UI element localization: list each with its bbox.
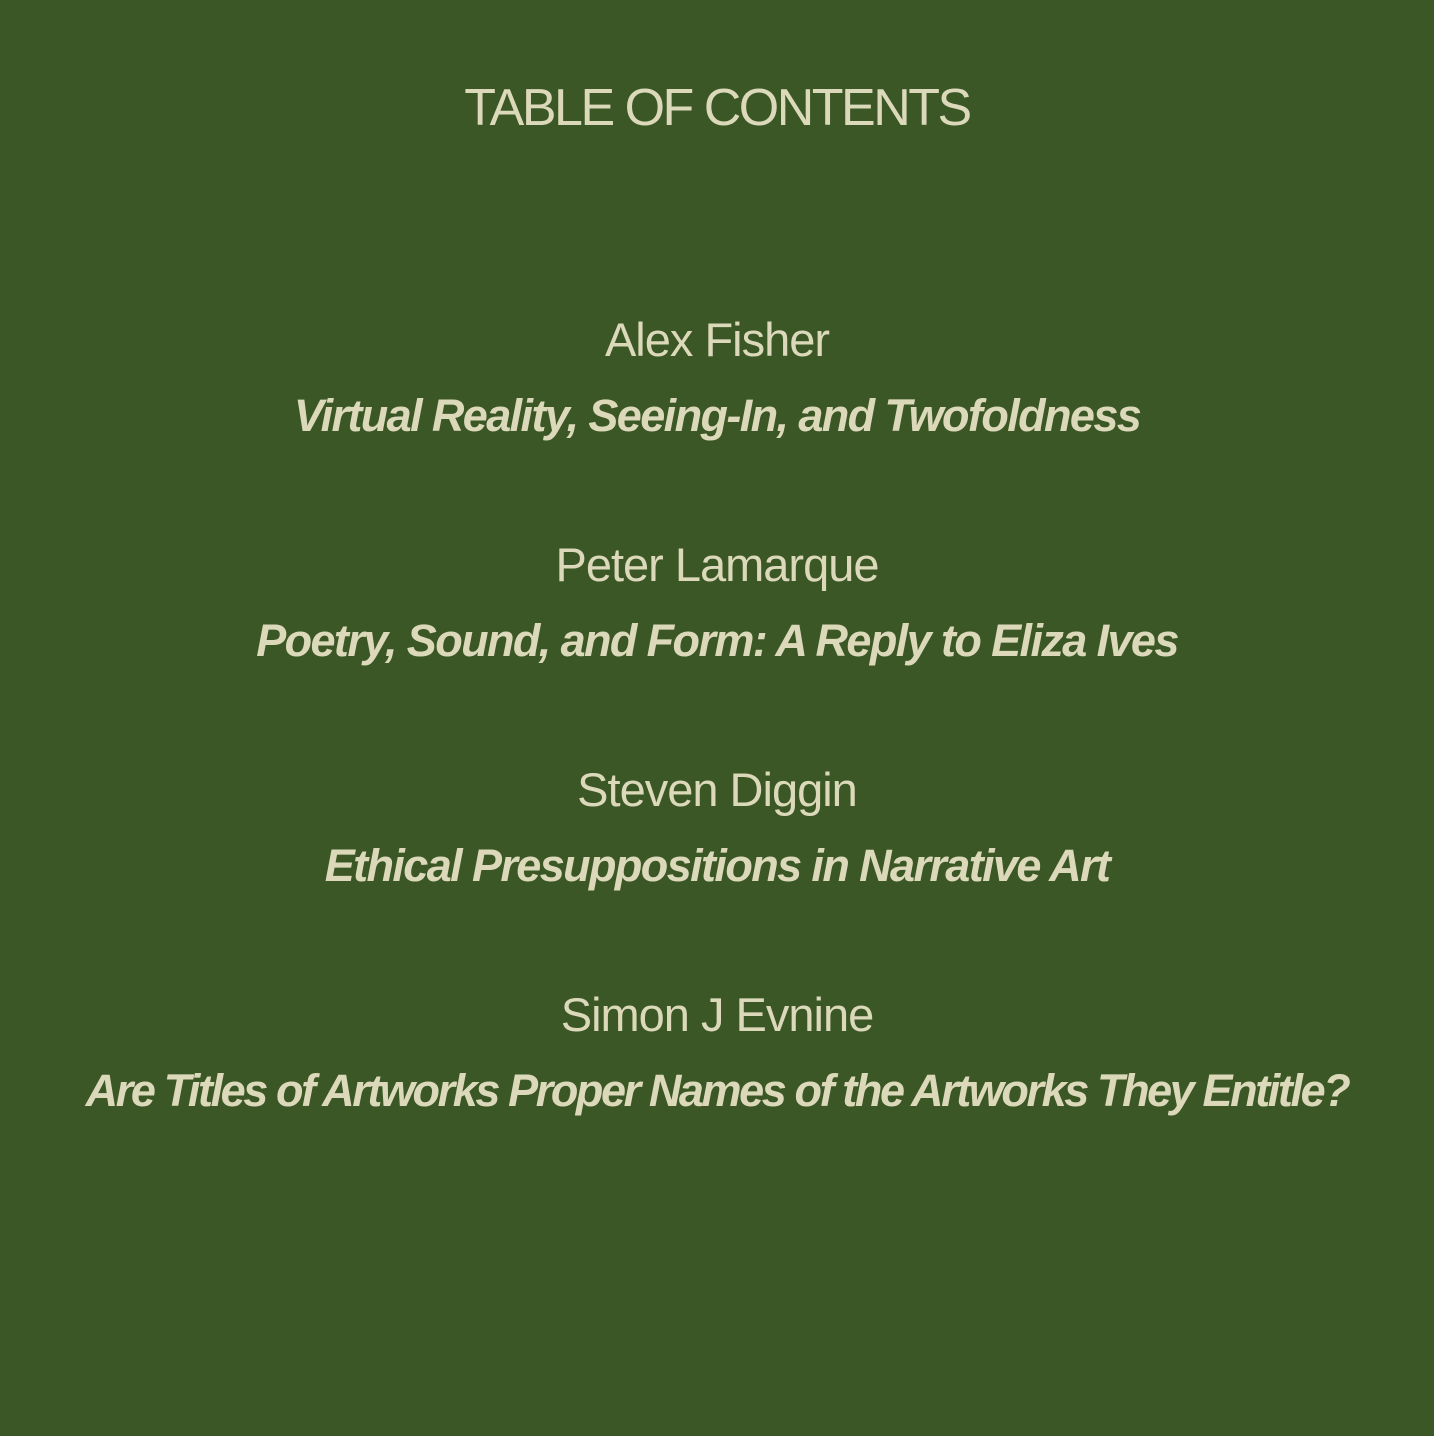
page-title: TABLE OF CONTENTS <box>464 79 970 137</box>
entry-author: Peter Lamarque <box>555 538 879 591</box>
contents-entry <box>0 537 1434 669</box>
entry-title: Virtual Reality, Seeing-In, and Twofoldness <box>293 390 1141 441</box>
entry-author: Steven Diggin <box>577 763 857 816</box>
entry-title: Are Titles of Artworks Proper Names of the Artworks They Entitle? <box>85 1065 1349 1116</box>
entry-author: Alex Fisher <box>604 313 830 366</box>
contents-entry <box>0 762 1434 894</box>
contents-entry <box>0 312 1434 444</box>
entry-author: Simon J Evnine <box>560 988 874 1041</box>
contents-entry <box>0 987 1434 1119</box>
entry-title: Ethical Presuppositions in Narrative Art <box>324 840 1110 891</box>
entry-title: Poetry, Sound, and Form: A Reply to Eliza Ives <box>256 615 1178 666</box>
